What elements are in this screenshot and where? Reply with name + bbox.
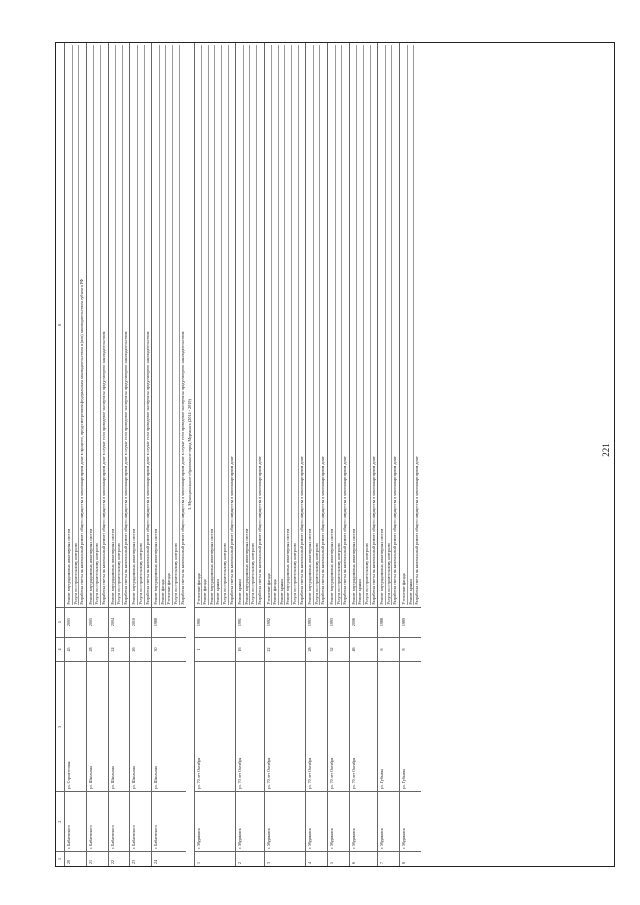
work-item: Услуги по строительному контролю xyxy=(138,45,145,605)
work-item: Услуги по строительному контролю xyxy=(173,45,180,605)
house-number-cell: 26 xyxy=(130,637,151,662)
works-cell xyxy=(306,43,327,607)
year-cell: 2010 xyxy=(130,607,151,637)
year-cell: 2006 xyxy=(350,607,377,637)
table-row xyxy=(236,43,264,866)
settlement-cell: г. Мурманск xyxy=(265,791,306,851)
address-cell: ул. Губкина xyxy=(378,661,399,791)
address-cell: ул. 70 лет Октября xyxy=(265,661,306,791)
address-cell: ул. Школьная xyxy=(130,661,151,791)
work-item: Ремонт фасада xyxy=(202,45,209,605)
page-number: 221 xyxy=(601,443,611,457)
settlement-cell: г. Бабаевского xyxy=(152,791,186,851)
work-item: Ремонт внутридомовых инженерных систем xyxy=(66,45,73,605)
house-number-cell: 45 xyxy=(65,637,86,662)
address-cell: ул. 70 лет Октября xyxy=(195,661,236,791)
year-cell: 2005 xyxy=(87,607,108,637)
work-item: Услуги по строительному контролю xyxy=(73,45,80,605)
work-item: Услуги по строительному контролю xyxy=(314,45,321,605)
header-col-6: 6 xyxy=(57,323,62,326)
year-cell: 1993 xyxy=(306,607,327,637)
work-item: Ремонт крыши xyxy=(215,45,222,605)
row-number: 1 xyxy=(195,851,236,866)
works-cell xyxy=(350,43,377,607)
capital-repair-table xyxy=(55,42,615,867)
work-item: Разработка сметы на капитальный ремонт общего имущества в многоквартирном доме в случае если проведение экспертизы предусмотрено законодательством xyxy=(144,331,150,605)
section-title: 3. Муниципальное образование город Мурманск (2014 - 2019) xyxy=(187,399,193,510)
year-cell: 2005 xyxy=(65,607,86,637)
work-item: Услуги по строительному контролю xyxy=(94,45,101,605)
address-cell: ул. 70 лет Октября xyxy=(236,661,263,791)
header-col-3: 3 xyxy=(56,661,64,791)
work-item: Услуги по строительному контролю xyxy=(292,45,299,605)
table-row xyxy=(195,43,237,866)
row-number: 8 xyxy=(400,851,421,866)
work-item: Утепление фасада xyxy=(196,45,203,605)
work-item: Утепление фасада xyxy=(166,45,173,605)
year-cell: 1988 xyxy=(378,607,399,637)
work-item: Разработка сметы на капитальный ремонт общего имущества в многоквартирном доме xyxy=(370,456,376,605)
work-item: Услуги по строительному контролю xyxy=(116,45,123,605)
work-item: Ремонт крыши xyxy=(408,45,415,605)
settlement-cell: г. Мурманск xyxy=(195,791,236,851)
work-item: Разработка сметы на капитальный ремонт общего имущества в многоквартирном доме в случае если проведение экспертизы предусмотрено законодательством xyxy=(100,331,106,605)
row-number: 22 xyxy=(109,851,130,866)
work-item: Утепление фасада xyxy=(401,45,408,605)
work-item: Разработка сметы на капитальный ремонт общего имущества в многоквартирном доме в случае если проведение экспертизы предусмотрено законодательством xyxy=(179,331,185,605)
work-item: Ремонт фасада xyxy=(160,45,167,605)
row-number: 5 xyxy=(328,851,349,866)
year-cell: 1988 xyxy=(152,607,186,637)
works-cell xyxy=(87,43,108,607)
settlement-cell: г. Бабаевского xyxy=(87,791,108,851)
work-item: Разработка сметы на капитальный ремонт общего имущества в многоквартирном доме в случае если проведение экспертизы предусмотрено законодательством xyxy=(122,331,128,605)
work-item: Разработка сметы на капитальный ремонт общего имущества в многоквартирном доме xyxy=(320,456,326,605)
work-item: Разработка сметы на капитальный ремонт общего имущества в многоквартирном доме в процессе, предусмотренном федеральным законодательством и (или) законодательством субъекта РФ xyxy=(79,279,85,605)
settlement-cell: г. Мурманск xyxy=(400,791,421,851)
settlement-cell: г. Мурманск xyxy=(236,791,263,851)
work-item: Ремонт внутридомовых инженерных систем xyxy=(329,45,336,605)
work-item: Услуги по строительному контролю xyxy=(250,45,257,605)
work-item: Ремонт внутридомовых инженерных систем xyxy=(88,45,95,605)
address-cell: ул. 70 лет Октября xyxy=(306,661,327,791)
work-item: Разработка сметы на капитальный ремонт общего имущества в многоквартирном доме xyxy=(298,456,304,605)
table-row xyxy=(378,43,400,866)
work-item: Ремонт внутридомовых инженерных систем xyxy=(244,45,251,605)
table-row xyxy=(87,43,109,866)
works-cell xyxy=(109,43,130,607)
house-number-cell: 28 xyxy=(306,637,327,662)
address-cell: ул. 70 лет Октября xyxy=(350,661,377,791)
settlement-cell: г. Бабаевского xyxy=(109,791,130,851)
work-item: Услуги по строительному контролю xyxy=(336,45,343,605)
work-item: Ремонт внутридомовых инженерных систем xyxy=(285,45,292,605)
header-col-4: 4 xyxy=(56,637,64,662)
table-row xyxy=(400,43,421,866)
work-item: Услуги по строительному контролю xyxy=(222,45,229,605)
section-2-rows xyxy=(195,43,421,866)
house-number-cell: 32 xyxy=(328,637,349,662)
row-number: 3 xyxy=(265,851,306,866)
header-col-1: 1 xyxy=(56,851,64,866)
work-item: Услуги по строительному контролю xyxy=(386,45,393,605)
table-row xyxy=(328,43,350,866)
table-row xyxy=(130,43,152,866)
works-cell xyxy=(265,43,306,607)
house-number-cell: 6 xyxy=(378,637,399,662)
address-cell: ул. Школьная xyxy=(109,661,130,791)
section-1-rows xyxy=(65,43,186,866)
year-cell: 1989 xyxy=(400,607,421,637)
year-cell: 1992 xyxy=(265,607,306,637)
row-number: 24 xyxy=(152,851,186,866)
work-item: Утепление фасада xyxy=(266,45,273,605)
settlement-cell: г. Бабаевского xyxy=(130,791,151,851)
works-cell xyxy=(378,43,399,607)
address-cell: ул. Школьная xyxy=(87,661,108,791)
header-col-2: 2 xyxy=(56,791,64,851)
settlement-cell: г. Мурманск xyxy=(328,791,349,851)
table-header-row xyxy=(56,43,65,866)
house-number-cell: 16 xyxy=(236,637,263,662)
work-item: Ремонт крыши xyxy=(237,45,244,605)
row-number: 2 xyxy=(236,851,263,866)
address-cell: ул. Строителная xyxy=(65,661,86,791)
row-number: 4 xyxy=(306,851,327,866)
table-row xyxy=(109,43,131,866)
settlement-cell: г. Бабаевского xyxy=(65,791,86,851)
work-item: Ремонт внутридомовых инженерных систем xyxy=(209,45,216,605)
row-number: 6 xyxy=(350,851,377,866)
works-cell xyxy=(195,43,236,607)
house-number-cell: 46 xyxy=(350,637,377,662)
settlement-cell: г. Мурманск xyxy=(378,791,399,851)
rotated-page xyxy=(55,42,615,867)
row-number: 21 xyxy=(87,851,108,866)
work-item: Услуги по строительному контролю xyxy=(364,45,371,605)
works-cell xyxy=(65,43,86,607)
work-item: Ремонт внутридомовых инженерных систем xyxy=(379,45,386,605)
address-cell: ул. Школьная xyxy=(152,661,186,791)
works-cell xyxy=(152,43,186,607)
table-row xyxy=(65,43,87,866)
house-number-cell: 30 xyxy=(152,637,186,662)
row-number: 23 xyxy=(130,851,151,866)
year-cell: 1993 xyxy=(328,607,349,637)
work-item: Разработка сметы на капитальный ремонт общего имущества в многоквартирном доме xyxy=(414,456,420,605)
work-item: Ремонт внутридомовых инженерных систем xyxy=(153,45,160,605)
table-row xyxy=(265,43,307,866)
row-number: 7 xyxy=(378,851,399,866)
table-row xyxy=(306,43,328,866)
table-row xyxy=(152,43,186,866)
work-item: Ремонт крыши xyxy=(279,45,286,605)
work-item: Ремонт крыши xyxy=(357,45,364,605)
work-item: Ремонт внутридомовых инженерных систем xyxy=(307,45,314,605)
works-cell xyxy=(130,43,151,607)
work-item: Ремонт фасада xyxy=(272,45,279,605)
work-item: Разработка сметы на капитальный ремонт общего имущества в многоквартирном доме xyxy=(342,456,348,605)
house-number-cell: 1 xyxy=(195,637,236,662)
header-col-5: 5 xyxy=(56,607,64,637)
work-item: Разработка сметы на капитальный ремонт общего имущества в многоквартирном доме xyxy=(257,456,263,605)
year-cell: 1991 xyxy=(236,607,263,637)
table-row xyxy=(350,43,378,866)
work-item: Ремонт внутридомовых инженерных систем xyxy=(110,45,117,605)
section-title-row xyxy=(186,43,195,866)
address-cell: ул. Губкина xyxy=(400,661,421,791)
work-item: Ремонт внутридомовых инженерных систем xyxy=(131,45,138,605)
house-number-cell: 24 xyxy=(109,637,130,662)
year-cell: 2004 xyxy=(109,607,130,637)
settlement-cell: г. Мурманск xyxy=(350,791,377,851)
works-cell xyxy=(400,43,421,607)
works-cell xyxy=(328,43,349,607)
house-number-cell: 28 xyxy=(87,637,108,662)
works-cell xyxy=(236,43,263,607)
row-number: 20 xyxy=(65,851,86,866)
work-item: Разработка сметы на капитальный ремонт общего имущества в многоквартирном доме xyxy=(228,456,234,605)
work-item: Ремонт внутридомовых инженерных систем xyxy=(351,45,358,605)
address-cell: ул. 70 лет Октября xyxy=(328,661,349,791)
settlement-cell: г. Мурманск xyxy=(306,791,327,851)
year-cell: 1991 xyxy=(195,607,236,637)
house-number-cell: 22 xyxy=(265,637,306,662)
work-item: Разработка сметы на капитальный ремонт общего имущества в многоквартирном доме xyxy=(392,456,398,605)
house-number-cell: 8 xyxy=(400,637,421,662)
